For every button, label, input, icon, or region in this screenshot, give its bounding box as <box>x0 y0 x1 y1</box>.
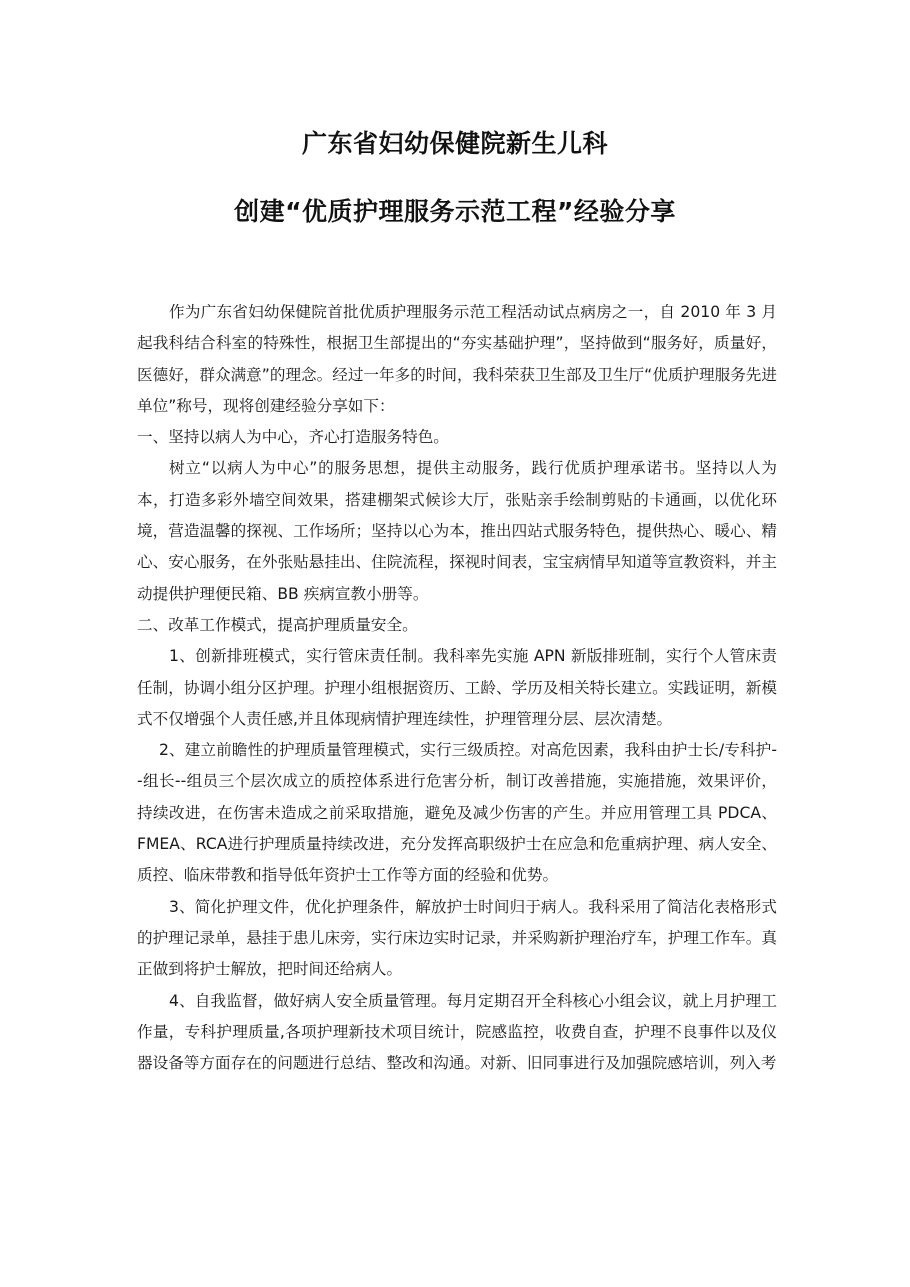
item-1-paragraph: 1、创新排班模式，实行管床责任制。我科率先实施 APN 新版排班制，实行个人管床责任制，协调小组分区护理。护理小组根据资历、工龄、学历及相关特长建立。实践证明，新模式不仅增强个人责任感,并且体现病情护理连续性，护理管理分层、层次清楚。 <box>137 647 777 728</box>
section-1-paragraph: 树立“以病人为中心”的服务思想，提供主动服务，践行优质护理承诺书。坚持以人为本，打造多彩外墙空间效果，搭建棚架式候诊大厅，张贴亲手绘制剪贴的卡通画，以优化环境，营造温馨的探视、工作场所；坚持以心为本，推出四站式服务特色，提供热心、暖心、精心、安心服务，在外张贴悬挂出、住院流程，探视时间表，宝宝病情早知道等宣教资料，并主动提供护理便民箱、BB 疾病宣教小册等。 <box>137 459 777 603</box>
item-4-paragraph: 4、自我监督，做好病人安全质量管理。每月定期召开全科核心小组会议，就上月护理工作量，专科护理质量,各项护理新技术项目统计，院感监控，收费自查，护理不良事件以及仪器设备等方面存在的问题进行总结、整改和沟通。对新、旧同事进行及加强院感培训，列入考 <box>137 991 777 1073</box>
document-body <box>137 297 777 1079</box>
section-heading-1: 一、坚持以病人为中心，齐心打造服务特色。 <box>137 428 449 447</box>
item-3-paragraph: 3、简化护理文件，优化护理条件，解放护士时间归于病人。我科采用了简洁化表格形式的护理记录单，悬挂于患儿床旁，实行床边实时记录，并采购新护理治疗车，护理工作车。真正做到将护士解放，把时间还给病人。 <box>137 897 777 979</box>
document-title: 广东省妇幼保健院新生儿科 <box>301 129 608 158</box>
section-heading-2: 二、改革工作模式，提高护理质量安全。 <box>137 615 418 634</box>
item-2-paragraph: 2、建立前瞻性的护理质量管理模式，实行三级质控。对高危因素，我科由护士长/专科护--组长--组员三个层次成立的质控体系进行危害分析，制订改善措施，实施措施，效果评价，持续改进，在伤害未造成之前采取措施，避免及减少伤害的产生。并应用管理工具 PDCA、FMEA、RCA进行护理质量持续改进，充分发挥高职级护士在应急和危重病护理、病人安全、质控、临床带教和指导低年资护士工作等方面的经验和优势。 <box>137 741 777 885</box>
document-subtitle: 创建“优质护理服务示范工程”经验分享 <box>234 197 676 226</box>
intro-paragraph: 作为广东省妇幼保健院首批优质护理服务示范工程活动试点病房之一，自 2010 年 3 月起我科结合科室的特殊性，根据卫生部提出的“夯实基础护理”，坚持做到“服务好，质量好，医德好，群众满意”的理念。经过一年多的时间，我科荣获卫生部及卫生厅“优质护理服务先进单位”称号，现将创建经验分享如下： <box>137 303 777 415</box>
